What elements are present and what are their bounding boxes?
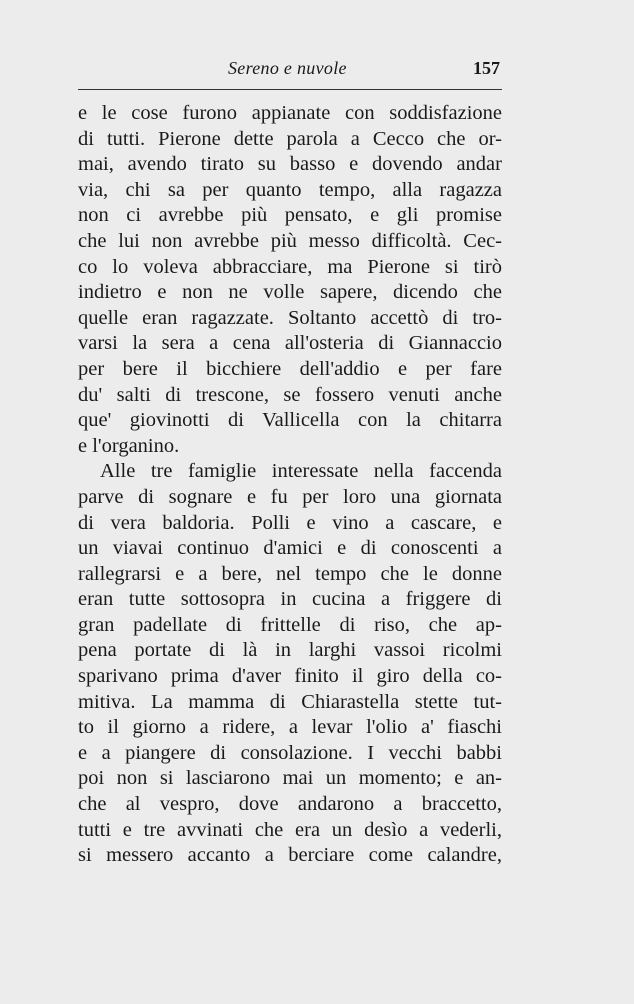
text-line: parve di sognare e fu per loro una giornata xyxy=(78,485,502,508)
text-line: mai, avendo tirato su basso e dovendo andar xyxy=(78,153,502,176)
text-line: e a piangere di consolazione. I vecchi babbi xyxy=(78,741,502,764)
text-line: gran padellate di frittelle di riso, che ap- xyxy=(78,613,502,636)
text-line: quelle eran ragazzate. Soltanto accettò di tro- xyxy=(78,306,502,329)
text-line: du' salti di trescone, se fossero venuti anche xyxy=(78,383,502,406)
text-line: mitiva. La mamma di Chiarastella stette tut- xyxy=(78,690,502,713)
text-line: che al vespro, dove andarono a braccetto, xyxy=(78,793,502,816)
text-line: indietro e non ne volle sapere, dicendo che xyxy=(78,281,502,304)
text-line: tutti e tre avvinati che era un desìo a vederli, xyxy=(78,818,502,841)
text-line: to il giorno a ridere, a levar l'olio a' fiaschi xyxy=(78,716,502,739)
body-text xyxy=(78,101,502,869)
text-line: per bere il bicchiere dell'addio e per fare xyxy=(78,357,502,380)
text-line: di vera baldoria. Polli e vino a cascare, e xyxy=(78,511,502,534)
text-line: di tutti. Pierone dette parola a Cecco che or- xyxy=(78,127,502,150)
text-line: rallegrarsi e a bere, nel tempo che le donne xyxy=(78,562,502,585)
text-line: pena portate di là in larghi vassoi ricolmi xyxy=(78,639,502,662)
running-title: Sereno e nuvole xyxy=(228,58,347,78)
text-line: sparivano prima d'aver finito il giro della co- xyxy=(78,665,502,688)
text-line: varsi la sera a cena all'osteria di Giannaccio xyxy=(78,332,502,355)
page-number: 157 xyxy=(473,58,500,78)
header-rule xyxy=(78,89,502,90)
text-line: eran tutte sottosopra in cucina a friggere di xyxy=(78,588,502,611)
text-line: Alle tre famiglie interessate nella faccenda xyxy=(100,460,502,483)
text-line: e le cose furono appianate con soddisfazione xyxy=(78,102,502,124)
page-header xyxy=(78,58,502,86)
text-line: via, chi sa per quanto tempo, alla ragazza xyxy=(78,178,502,201)
text-line: non ci avrebbe più pensato, e gli promise xyxy=(78,204,502,227)
text-line: poi non si lasciarono mai un momento; e an- xyxy=(78,767,502,790)
text-line: un viavai continuo d'amici e di conoscenti a xyxy=(78,537,502,560)
text-line: e l'organino. xyxy=(78,434,180,457)
text-line: che lui non avrebbe più messo difficoltà. Cec- xyxy=(78,229,502,252)
text-line: si messero accanto a berciare come calandre, xyxy=(78,844,502,867)
text-line: co lo voleva abbracciare, ma Pierone si tirò xyxy=(78,255,502,278)
text-line: que' giovinotti di Vallicella con la chitarra xyxy=(78,409,502,432)
